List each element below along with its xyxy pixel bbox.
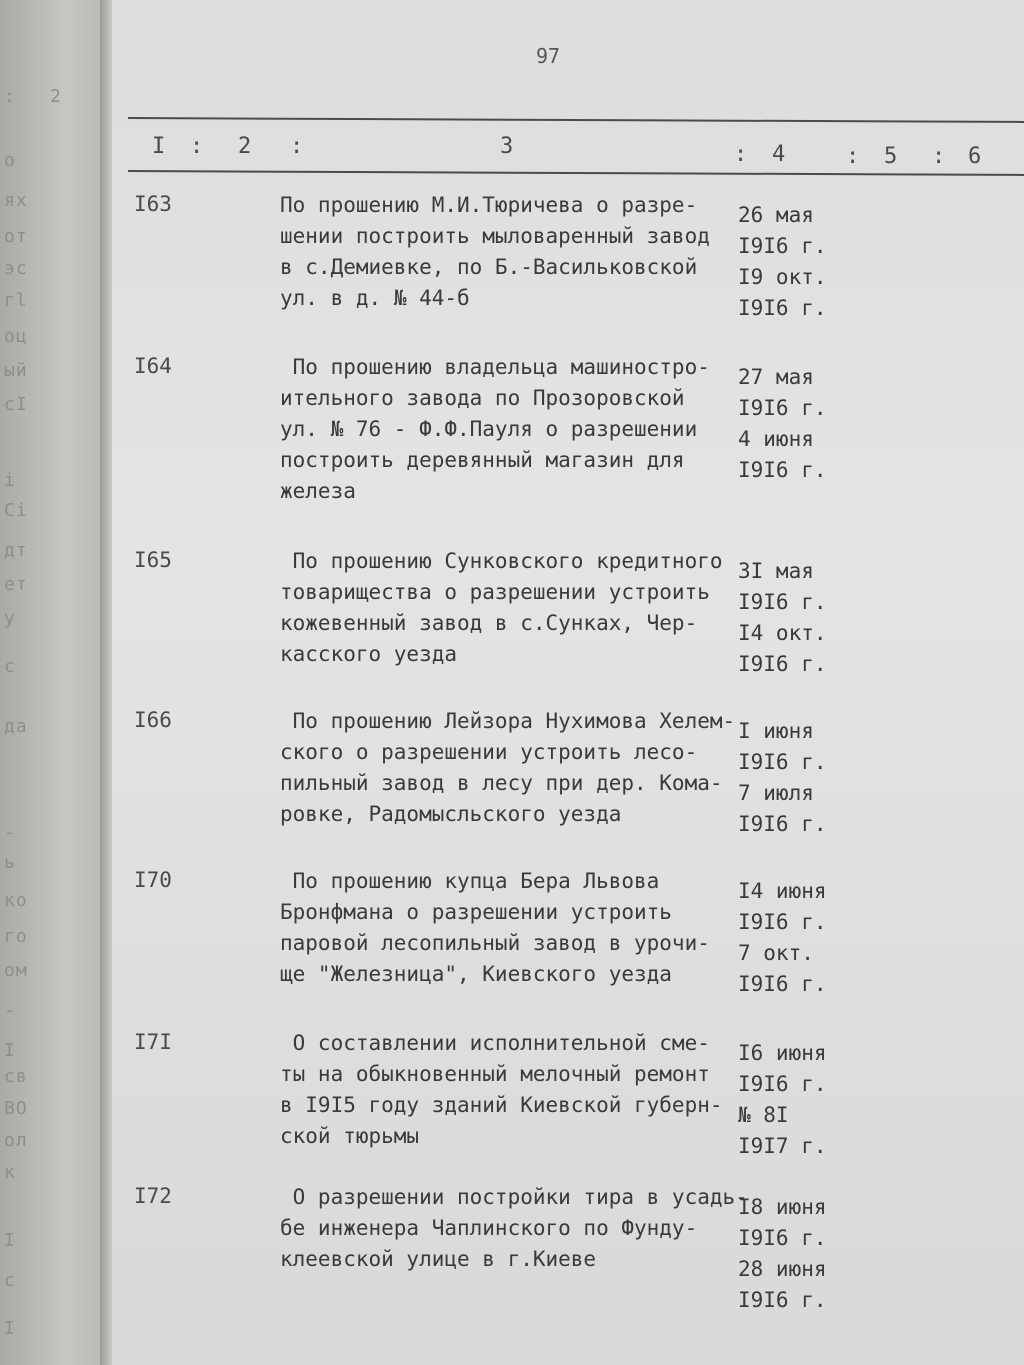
facing-page-fragment: ко bbox=[4, 890, 28, 911]
description-line: товарищества о разрешении устроить bbox=[280, 580, 710, 604]
description-line: По прошению Сунковского кредитного bbox=[280, 549, 723, 573]
date-line: I9 окт. bbox=[738, 265, 827, 289]
column-header-separator: : bbox=[734, 142, 748, 167]
date-line: I9I6 г. bbox=[738, 652, 827, 676]
description-line: ского о разрешении устроить лесо- bbox=[280, 740, 698, 764]
description-line: По прошению Лейзора Нухимова Хелем- bbox=[280, 709, 736, 733]
entry-dates bbox=[738, 716, 858, 840]
entry-number: I65 bbox=[134, 548, 172, 572]
facing-page-fragment: го bbox=[4, 926, 28, 947]
facing-page-fragment: эс bbox=[4, 258, 28, 279]
date-line: I9I6 г. bbox=[738, 812, 827, 836]
facing-page-fragment: ет bbox=[4, 574, 28, 595]
date-line: № 8I bbox=[738, 1103, 789, 1127]
description-line: шении построить мыловаренный завод bbox=[280, 224, 710, 248]
description-line: паровой лесопильный завод в урочи- bbox=[280, 931, 710, 955]
description-line: О составлении исполнительной сме- bbox=[280, 1031, 710, 1055]
description-line: По прошению купца Бера Львова bbox=[280, 869, 660, 893]
description-line: железа bbox=[280, 479, 356, 503]
date-line: I9I6 г. bbox=[738, 972, 827, 996]
entry-dates bbox=[738, 1038, 858, 1162]
facing-page-fragment: к bbox=[4, 1162, 16, 1183]
date-line: I9I6 г. bbox=[738, 910, 827, 934]
date-line: I9I6 г. bbox=[738, 590, 827, 614]
facing-page-fragment: ый bbox=[4, 360, 28, 381]
date-line: I9I6 г. bbox=[738, 458, 827, 482]
date-line: 7 окт. bbox=[738, 941, 814, 965]
description-line: ской тюрьмы bbox=[280, 1124, 420, 1148]
page-number: 97 bbox=[536, 44, 561, 68]
entry-number: I72 bbox=[134, 1184, 172, 1208]
entry-description bbox=[280, 866, 740, 990]
entry-description bbox=[280, 706, 740, 830]
description-line: О разрешении постройки тира в усадь- bbox=[280, 1185, 748, 1209]
date-line: I9I7 г. bbox=[738, 1134, 827, 1158]
facing-page-fragment: : bbox=[4, 86, 16, 107]
entry-description bbox=[280, 352, 740, 507]
facing-page-fragment: сІ bbox=[4, 394, 28, 415]
column-header-separator: : bbox=[932, 144, 946, 169]
description-line: По прошению М.И.Тюричева о разре- bbox=[280, 193, 698, 217]
facing-page-fragment: І bbox=[4, 1318, 16, 1339]
date-line: 4 июня bbox=[738, 427, 814, 451]
facing-page-fragment: ом bbox=[4, 960, 28, 981]
date-line: 7 июля bbox=[738, 781, 814, 805]
entry-number: I64 bbox=[134, 354, 172, 378]
column-header-separator: : bbox=[846, 144, 860, 169]
date-line: I8 июня bbox=[738, 1195, 827, 1219]
facing-page-fragment: І bbox=[4, 1040, 16, 1061]
date-line: I9I6 г. bbox=[738, 1288, 827, 1312]
column-header-1: I bbox=[152, 134, 166, 159]
date-line: I9I6 г. bbox=[738, 1226, 827, 1250]
entry-description bbox=[280, 190, 740, 314]
facing-page-fragment: с bbox=[4, 1270, 16, 1291]
description-line: ул. № 76 - Ф.Ф.Пауля о разрешении bbox=[280, 417, 698, 441]
facing-page-fragment: дт bbox=[4, 540, 28, 561]
facing-page-fragment: гl bbox=[4, 290, 28, 311]
date-line: I9I6 г. bbox=[738, 750, 827, 774]
column-header-5: 5 bbox=[884, 144, 898, 169]
column-header-2: 2 bbox=[238, 134, 252, 159]
facing-page-fragment: оц bbox=[4, 326, 28, 347]
facing-page-fragment: - bbox=[4, 1000, 16, 1021]
date-line: 26 мая bbox=[738, 203, 814, 227]
column-header-6: 6 bbox=[968, 144, 982, 169]
facing-page-fragment: І bbox=[4, 1230, 16, 1251]
column-header-separator: : bbox=[290, 134, 304, 159]
facing-page-fragment: от bbox=[4, 226, 28, 247]
date-line: I6 июня bbox=[738, 1041, 827, 1065]
facing-page-fragment: ол bbox=[4, 1130, 28, 1151]
entry-dates bbox=[738, 876, 858, 1000]
description-line: ты на обыкновенный мелочный ремонт bbox=[280, 1062, 710, 1086]
column-header-4: 4 bbox=[772, 142, 786, 167]
column-header-3: 3 bbox=[500, 134, 514, 159]
description-line: Бронфмана о разрешении устроить bbox=[280, 900, 672, 924]
facing-page-fragment: ь bbox=[4, 852, 16, 873]
entry-dates bbox=[738, 1192, 858, 1316]
facing-page-fragment: ях bbox=[4, 190, 28, 211]
description-line: ул. в д. № 44-б bbox=[280, 286, 470, 310]
entry-number: I7I bbox=[134, 1030, 172, 1054]
facing-page-edge bbox=[0, 0, 110, 1365]
entry-dates bbox=[738, 556, 858, 680]
description-line: в I9I5 году зданий Киевской губерн- bbox=[280, 1093, 723, 1117]
date-line: I июня bbox=[738, 719, 814, 743]
entry-number: I63 bbox=[134, 192, 172, 216]
entry-dates bbox=[738, 362, 858, 486]
date-line: I9I6 г. bbox=[738, 296, 827, 320]
description-line: бе инженера Чаплинского по Фунду- bbox=[280, 1216, 698, 1240]
description-line: клеевской улице в г.Киеве bbox=[280, 1247, 597, 1271]
date-line: 28 июня bbox=[738, 1257, 827, 1281]
entry-dates bbox=[738, 200, 858, 324]
facing-page-fragment: 2 bbox=[50, 86, 62, 107]
date-line: I9I6 г. bbox=[738, 234, 827, 258]
entry-number: I66 bbox=[134, 708, 172, 732]
description-line: ительного завода по Прозоровской bbox=[280, 386, 685, 410]
entry-number: I70 bbox=[134, 868, 172, 892]
facing-page-fragment: с bbox=[4, 656, 16, 677]
date-line: I4 июня bbox=[738, 879, 827, 903]
date-line: I9I6 г. bbox=[738, 1072, 827, 1096]
entry-description bbox=[280, 546, 740, 670]
description-line: касского уезда bbox=[280, 642, 458, 666]
description-line: пильный завод в лесу при дер. Кома- bbox=[280, 771, 723, 795]
facing-page-fragment: Сі bbox=[4, 500, 28, 521]
facing-page-fragment: у bbox=[4, 608, 16, 629]
description-line: кожевенный завод в с.Сунках, Чер- bbox=[280, 611, 698, 635]
facing-page-fragment: і bbox=[4, 470, 16, 491]
description-line: ще "Железница", Киевского уезда bbox=[280, 962, 672, 986]
description-line: в с.Демиевке, по Б.-Васильковской bbox=[280, 255, 698, 279]
column-header-separator: : bbox=[190, 134, 204, 159]
facing-page-fragment: - bbox=[4, 822, 16, 843]
entry-description bbox=[280, 1028, 740, 1152]
date-line: 3I мая bbox=[738, 559, 814, 583]
facing-page-fragment: св bbox=[4, 1066, 28, 1087]
description-line: ровке, Радомысльского уезда bbox=[280, 802, 622, 826]
description-line: построить деревянный магазин для bbox=[280, 448, 685, 472]
facing-page-fragment: ВО bbox=[4, 1098, 28, 1119]
facing-page-fragment: о bbox=[4, 150, 16, 171]
date-line: I4 окт. bbox=[738, 621, 827, 645]
date-line: 27 мая bbox=[738, 365, 814, 389]
date-line: I9I6 г. bbox=[738, 396, 827, 420]
facing-page-fragment: да bbox=[4, 716, 28, 737]
description-line: По прошению владельца машиностро- bbox=[280, 355, 710, 379]
entry-description bbox=[280, 1182, 748, 1275]
